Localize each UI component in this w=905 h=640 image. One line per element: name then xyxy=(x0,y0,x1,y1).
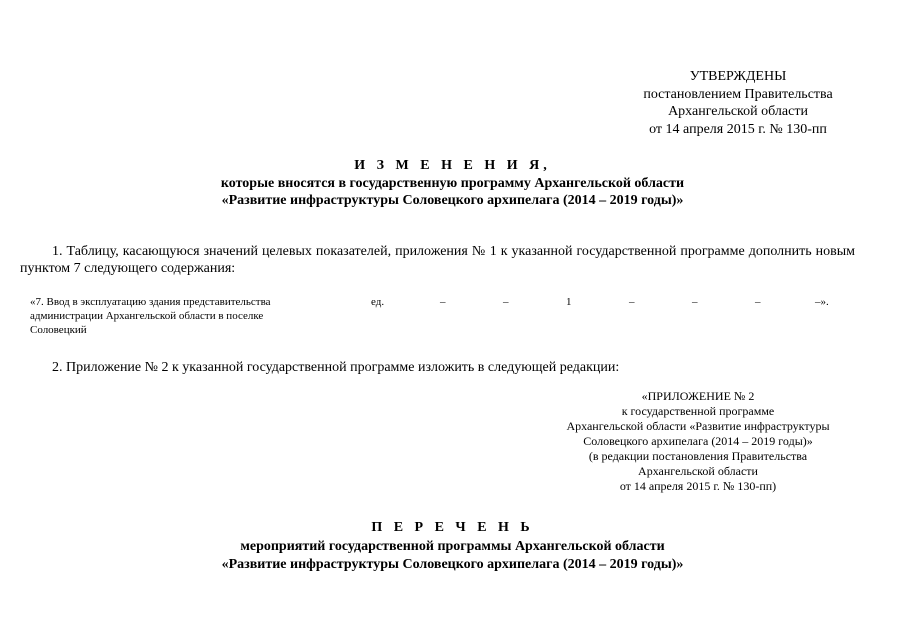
changes-title: И З М Е Н Е Н И Я, xyxy=(354,158,551,173)
row-value: 1 xyxy=(566,296,572,308)
item-2-paragraph: 2. Приложение № 2 к указанной государственной программе изложить в следующей редакции: xyxy=(52,360,620,375)
approval-title: УТВЕРЖДЕНЫ xyxy=(689,69,787,84)
row-name xyxy=(30,295,330,337)
appendix-line: (в редакции постановления Правительства xyxy=(588,449,808,463)
row-value: – xyxy=(503,296,509,308)
row-value: – xyxy=(755,296,761,308)
row-value-last: –». xyxy=(815,296,829,308)
approval-block xyxy=(600,68,876,138)
list-subtitle-1: мероприятий государственной программы Архангельской области xyxy=(240,539,665,554)
row-value: – xyxy=(440,296,446,308)
changes-subtitle-2: «Развитие инфраструктуры Соловецкого архипелага (2014 – 2019 годы)» xyxy=(221,193,684,208)
changes-subtitle-1: которые вносятся в государственную программу Архангельской области xyxy=(220,176,685,191)
appendix-date: от 14 апреля 2015 г. № 130-пп) xyxy=(619,479,777,493)
row-unit: ед. xyxy=(371,296,385,308)
appendix-line: Архангельской области «Развитие инфраструктуры xyxy=(566,419,830,433)
appendix-line: к государственной программе xyxy=(621,404,775,418)
appendix-title: «ПРИЛОЖЕНИЕ № 2 xyxy=(641,389,755,403)
list-subtitle-2: «Развитие инфраструктуры Соловецкого архипелага (2014 – 2019 годы)» xyxy=(221,557,684,572)
item-1-paragraph: 1. Таблицу, касающуюся значений целевых показателей, приложения № 1 к указанной государственной программе дополнить новым пунктом 7 следующего содержания: xyxy=(20,244,855,276)
approval-line: Архангельской области xyxy=(668,104,808,119)
approval-line: постановлением Правительства xyxy=(643,86,833,102)
row-value: – xyxy=(692,296,698,308)
row-value: – xyxy=(629,296,635,308)
appendix-block xyxy=(560,389,836,494)
approval-date: от 14 апреля 2015 г. № 130-пп xyxy=(649,121,827,137)
table-row xyxy=(0,295,905,343)
row-name-line: администрации Архангельской области в поселке xyxy=(30,310,264,322)
row-name-line: Соловецкий xyxy=(30,324,87,336)
appendix-line: Соловецкого архипелага (2014 – 2019 годы)» xyxy=(583,434,813,448)
row-name-line: «7. Ввод в эксплуатацию здания представительства xyxy=(30,296,271,308)
list-title: П Е Р Е Ч Е Н Ь xyxy=(371,520,534,535)
appendix-line: Архангельской области xyxy=(638,464,758,478)
